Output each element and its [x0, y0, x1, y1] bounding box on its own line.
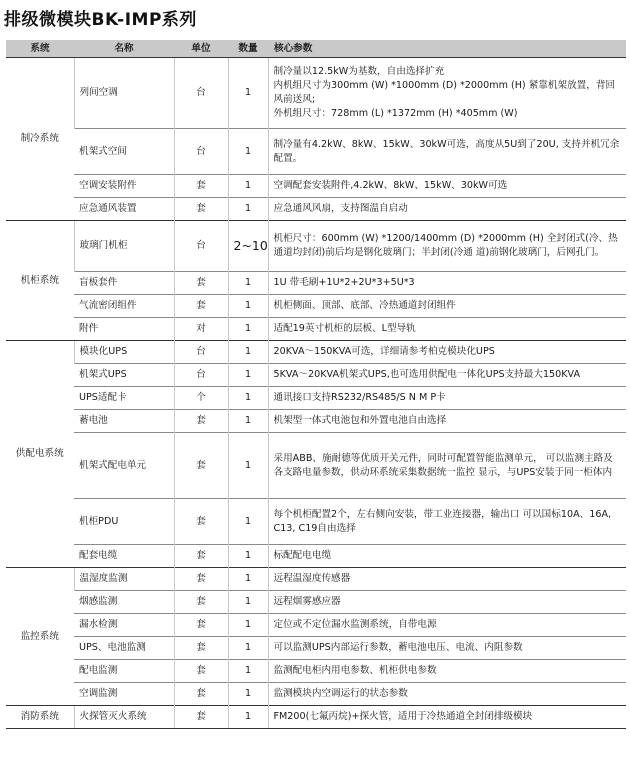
item-unit: 台 [174, 58, 228, 129]
table-row [6, 433, 626, 499]
table-row [6, 614, 626, 637]
column-header-system: 系统 [6, 40, 74, 58]
item-param: 空调配套安装附件,4.2kW、8kW、15kW、30kW可选 [268, 175, 626, 198]
table-row [6, 175, 626, 198]
item-qty: 1 [228, 545, 268, 568]
item-param: 采用ABB、施耐德等优质开关元件，同时可配置智能监测单元， 可以监测主路及各支路电量参数，供动环系统采集数据统一监控 显示，与UPS安装于同一柜体内 [268, 433, 626, 499]
item-qty: 1 [228, 58, 268, 129]
item-name: 空调监测 [74, 683, 174, 706]
item-unit: 个 [174, 387, 228, 410]
item-name: 应急通风装置 [74, 198, 174, 221]
table-row [6, 591, 626, 614]
item-param: 远程烟雾感应器 [268, 591, 626, 614]
item-name: 机架式空间 [74, 129, 174, 175]
item-qty: 1 [228, 706, 268, 729]
item-qty: 1 [228, 499, 268, 545]
item-param: 远程温湿度传感器 [268, 568, 626, 591]
item-unit: 套 [174, 198, 228, 221]
item-unit: 套 [174, 614, 228, 637]
item-name: 烟感监测 [74, 591, 174, 614]
item-param: 标配配电电缆 [268, 545, 626, 568]
system-cell: 制冷系统 [6, 58, 74, 221]
table-row [6, 410, 626, 433]
column-header-name: 名称 [74, 40, 174, 58]
page-title: 排级微模块BK-IMP系列 [4, 10, 197, 30]
item-unit: 套 [174, 683, 228, 706]
item-name: 配套电缆 [74, 545, 174, 568]
table-header-row [6, 40, 626, 58]
item-param: 监测配电柜内用电参数、机柜供电参数 [268, 660, 626, 683]
table-row [6, 129, 626, 175]
item-qty: 1 [228, 364, 268, 387]
item-unit: 套 [174, 591, 228, 614]
item-qty: 1 [228, 637, 268, 660]
table-row [6, 706, 626, 729]
system-cell: 机柜系统 [6, 221, 74, 341]
item-unit: 套 [174, 568, 228, 591]
table-row [6, 683, 626, 706]
item-qty: 1 [228, 175, 268, 198]
item-qty: 1 [228, 433, 268, 499]
item-name: 火探管灭火系统 [74, 706, 174, 729]
table-row [6, 318, 626, 341]
item-qty: 1 [228, 614, 268, 637]
item-qty: 1 [228, 591, 268, 614]
item-unit: 台 [174, 129, 228, 175]
item-param: 5KVA～20KVA机架式UPS,也可选用供配电一体化UPS支持最大150KVA [268, 364, 626, 387]
column-header-qty: 数量 [228, 40, 268, 58]
item-name: 机架式配电单元 [74, 433, 174, 499]
item-unit: 套 [174, 175, 228, 198]
item-param: 定位或不定位漏水监测系统，自带电源 [268, 614, 626, 637]
item-qty: 1 [228, 272, 268, 295]
item-unit: 套 [174, 637, 228, 660]
item-name: 配电监测 [74, 660, 174, 683]
table-row [6, 341, 626, 364]
item-param: 20KVA～150KVA可选，详细请参考柏克模块化UPS [268, 341, 626, 364]
item-unit: 套 [174, 272, 228, 295]
table-row [6, 364, 626, 387]
spec-table [6, 40, 626, 729]
item-unit: 套 [174, 433, 228, 499]
item-unit: 套 [174, 660, 228, 683]
item-name: 空调安装附件 [74, 175, 174, 198]
item-qty: 1 [228, 295, 268, 318]
item-param: 适配19英寸机柜的层板、L型导轨 [268, 318, 626, 341]
item-name: 温湿度监测 [74, 568, 174, 591]
table-row [6, 545, 626, 568]
table-row [6, 637, 626, 660]
table-row [6, 568, 626, 591]
system-cell: 监控系统 [6, 568, 74, 706]
table-row [6, 499, 626, 545]
item-param: 机架型一体式电池包和外置电池自由选择 [268, 410, 626, 433]
item-param: 机柜尺寸：600mm (W) *1200/1400mm (D) *2000mm (H) 全封闭式(冷、热通道均封闭)前后均是钢化玻璃门；半封闭(冷通 道)前钢化玻璃门，后网孔门。 [268, 221, 626, 272]
item-qty: 1 [228, 410, 268, 433]
item-param: 制冷量有4.2kW、8kW、15kW、30kW可选，高度从5U到了20U, 支持并机冗余配置。 [268, 129, 626, 175]
item-unit: 台 [174, 221, 228, 272]
item-name: 机柜PDU [74, 499, 174, 545]
item-param: 每个机柜配置2个，左右侧向安装，带工业连接器，输出口 可以国标10A、16A, C13, C19自由选择 [268, 499, 626, 545]
item-unit: 套 [174, 410, 228, 433]
item-name: 玻璃门机柜 [74, 221, 174, 272]
item-qty: 1 [228, 129, 268, 175]
table-row [6, 660, 626, 683]
item-param: FM200(七氟丙烷)+探火管，适用于冷热通道全封闭排级模块 [268, 706, 626, 729]
item-param: 制冷量以12.5kW为基数，自由选择扩充 内机组尺寸为300mm (W) *1000mm (D) *2000mm (H) 紧靠机架放置，背回风前送风; 外机组尺寸：728mm (L) *1372mm (H) *405mm (W) [268, 58, 626, 129]
item-name: 模块化UPS [74, 341, 174, 364]
column-header-unit: 单位 [174, 40, 228, 58]
table-row [6, 198, 626, 221]
column-header-params: 核心参数 [268, 40, 626, 58]
item-name: UPS、电池监测 [74, 637, 174, 660]
item-qty: 2~10 [228, 221, 268, 272]
item-param: 机柜侧面、顶部、底部、冷热通道封闭组件 [268, 295, 626, 318]
item-name: 附件 [74, 318, 174, 341]
item-unit: 台 [174, 364, 228, 387]
item-unit: 套 [174, 545, 228, 568]
item-qty: 1 [228, 387, 268, 410]
system-cell: 消防系统 [6, 706, 74, 729]
item-qty: 1 [228, 660, 268, 683]
item-name: 蓄电池 [74, 410, 174, 433]
item-param: 通讯接口支持RS232/RS485/S N M P卡 [268, 387, 626, 410]
item-qty: 1 [228, 198, 268, 221]
item-qty: 1 [228, 318, 268, 341]
item-unit: 套 [174, 499, 228, 545]
item-unit: 台 [174, 341, 228, 364]
table-row [6, 387, 626, 410]
table-row [6, 295, 626, 318]
item-name: 气流密闭组件 [74, 295, 174, 318]
item-qty: 1 [228, 341, 268, 364]
table-row [6, 272, 626, 295]
item-name: 列间空调 [74, 58, 174, 129]
item-unit: 对 [174, 318, 228, 341]
item-param: 1U 带毛刷+1U*2+2U*3+5U*3 [268, 272, 626, 295]
table-row [6, 221, 626, 272]
item-unit: 套 [174, 706, 228, 729]
item-name: UPS适配卡 [74, 387, 174, 410]
item-qty: 1 [228, 568, 268, 591]
item-unit: 套 [174, 295, 228, 318]
system-cell: 供配电系统 [6, 341, 74, 568]
item-qty: 1 [228, 683, 268, 706]
table-row [6, 58, 626, 129]
item-name: 漏水检测 [74, 614, 174, 637]
item-param: 可以监测UPS内部运行参数，蓄电池电压、电流、内阻参数 [268, 637, 626, 660]
item-name: 机架式UPS [74, 364, 174, 387]
item-param: 应急通风风扇，支持图温自启动 [268, 198, 626, 221]
item-param: 监测模块内空调运行的状态参数 [268, 683, 626, 706]
item-name: 盲板套件 [74, 272, 174, 295]
